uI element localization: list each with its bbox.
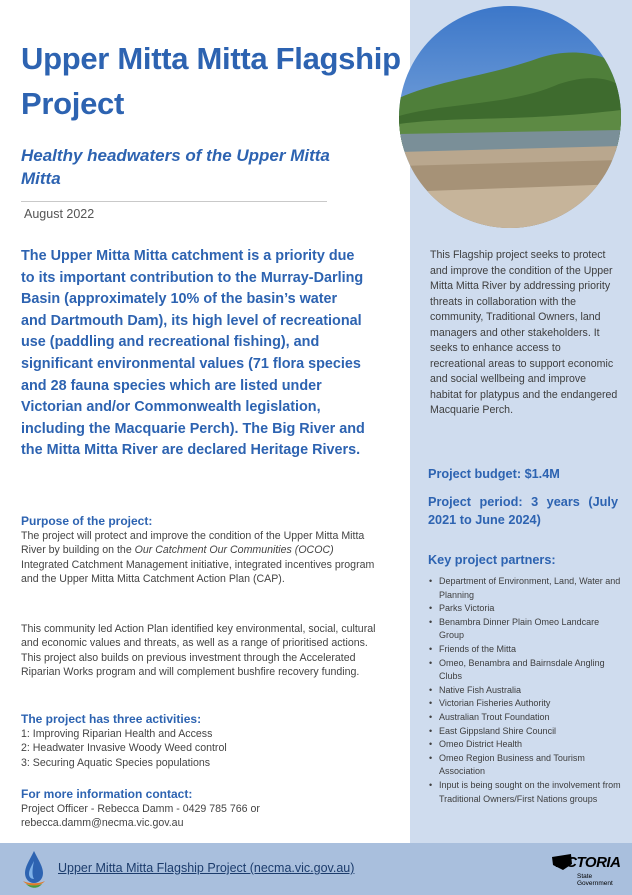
partner-item: • Native Fish Australia	[428, 684, 622, 698]
title-divider	[21, 201, 327, 202]
activities-list	[21, 727, 383, 770]
partner-item: • Australian Trout Foundation	[428, 711, 622, 725]
partner-item: • Omeo, Benambra and Bairnsdale Angling Clubs	[428, 657, 622, 684]
activities-section	[21, 712, 383, 770]
partner-item: • East Gippsland Shire Council	[428, 725, 622, 739]
partner-item: • Input is being sought on the involvement from Traditional Owners/First Nations groups	[428, 779, 622, 806]
partner-item: • Friends of the Mitta	[428, 643, 622, 657]
partner-item: • Parks Victoria	[428, 602, 622, 616]
page-title: Upper Mitta Mitta Flagship Project	[21, 41, 401, 121]
activity-item: 3: Securing Aquatic Species populations	[21, 756, 211, 769]
victoria-state-government-logo	[551, 850, 621, 890]
partner-item: • Victorian Fisheries Authority	[428, 697, 622, 711]
contact-heading: For more information contact:	[21, 787, 193, 801]
river-photo	[399, 6, 621, 228]
project-budget: Project budget: $1.4M	[428, 467, 560, 481]
victoria-wordmark: VICTORIA	[553, 854, 621, 871]
necma-logo-icon	[20, 849, 48, 894]
publication-date: August 2022	[24, 207, 95, 221]
partners-heading: Key project partners:	[428, 553, 556, 567]
action-plan-paragraph: This community led Action Plan identified key environmental, social, cultural and economic values and threats, as well as a range of prioritised actions. This project also builds on previous investment through the Accelerated Riparian Works program and will complement bushfire recovery funding.	[21, 623, 376, 679]
activity-item: 1: Improving Riparian Health and Access	[21, 728, 213, 740]
sidebar-summary: This Flagship project seeks to protect and improve the condition of the Upper Mitta Mitta River by addressing priority threats in collaboration with the community, Traditional Owners, land managers and other stakeholders. It seeks to enhance access to recreational areas to support economic and social wellbeing and improve habitat for platypus and the endangered Macquarie Perch.	[430, 249, 618, 416]
intro-paragraph: The Upper Mitta Mitta catchment is a priority due to its important contribution to the Murray-Darling Basin (approximately 10% of the basin’s water and Dartmouth Dam), its high level of recreational use (paddling and recreational fishing), and significant environmental values (71 flora species and 28 fauna species which are listed under Victorian and/or Commonwealth legislation, including the Macquarie Perch). The Big River and the Mitta Mitta River are declared Heritage Rivers.	[21, 248, 365, 459]
purpose-paragraph: The project will protect and improve the condition of the Upper Mitta Mitta River by building on the Our Catchment Our Communities (OCOC) Integrated Catchment Management initiative, integrated incentives program and the Upper Mitta Mitta Catchment Action Plan (CAP).	[21, 530, 375, 586]
activities-heading: The project has three activities:	[21, 712, 202, 726]
project-period: Project period: 3 years (July 2021 to June 2024)	[428, 495, 618, 527]
purpose-heading: Purpose of the project:	[21, 514, 153, 528]
footer-bar	[0, 843, 632, 895]
partner-item: • Department of Environment, Land, Water and Planning	[428, 575, 622, 602]
contact-officer: Project Officer - Rebecca Damm - 0429 785 766 or	[21, 803, 260, 815]
activity-item: 2: Headwater Invasive Woody Weed control	[21, 742, 227, 755]
partners-list	[428, 575, 622, 806]
page-subtitle: Healthy headwaters of the Upper Mitta Mitta	[21, 146, 330, 188]
contact-email[interactable]: rebecca.damm@necma.vic.gov.au	[21, 817, 184, 830]
project-webpage-link[interactable]: Upper Mitta Mitta Flagship Project (necma.vic.gov.au)	[58, 861, 355, 875]
purpose-section	[21, 514, 383, 587]
action-plan-section	[21, 622, 383, 680]
partner-item: • Omeo District Health	[428, 738, 622, 752]
state-government-label: State Government	[577, 873, 613, 887]
partner-item: • Omeo Region Business and Tourism Association	[428, 752, 622, 779]
partner-item: • Benambra Dinner Plain Omeo Landcare Group	[428, 616, 622, 643]
contact-section	[21, 787, 383, 831]
ococ-initiative-name: Our Catchment Our Communities (OCOC)	[134, 544, 334, 557]
